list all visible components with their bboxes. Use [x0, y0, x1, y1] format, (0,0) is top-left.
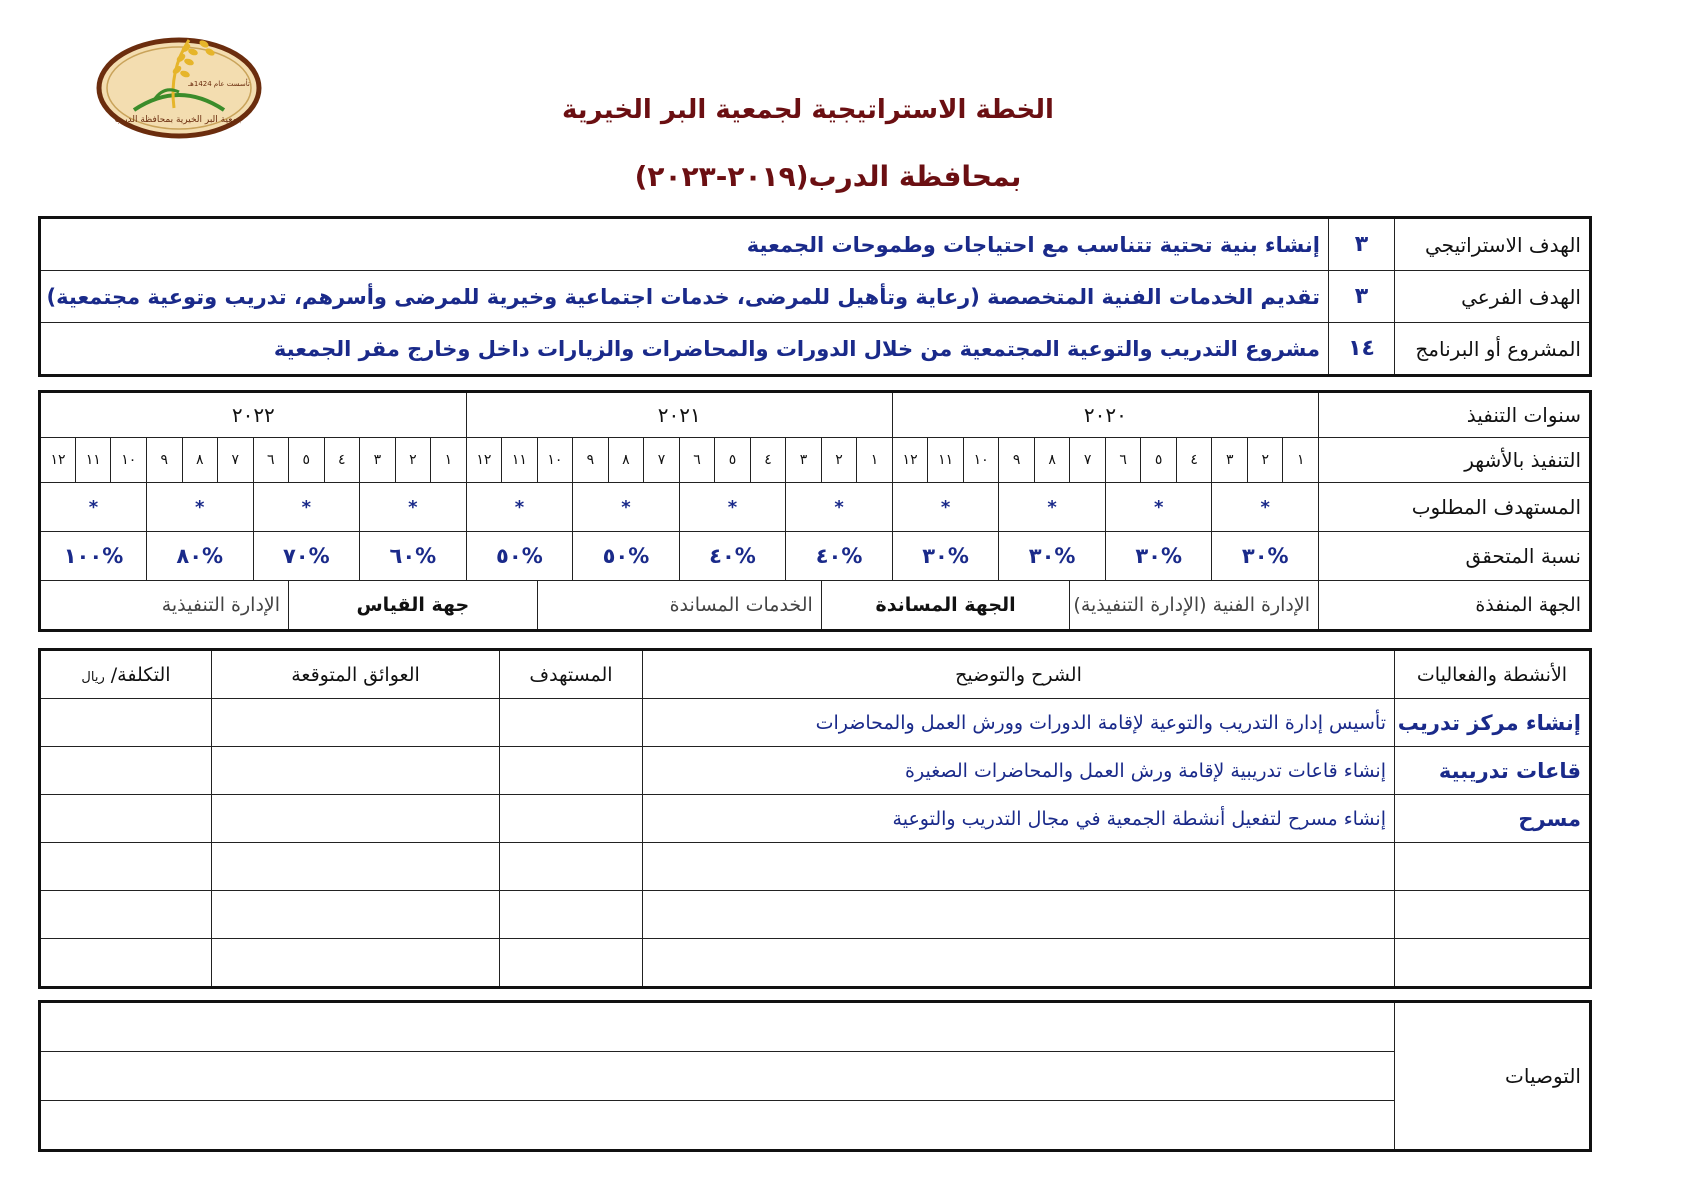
achieved-percent: %٣٠: [1212, 532, 1319, 581]
month-cell: ٣: [1212, 438, 1248, 483]
target-mark: *: [253, 483, 360, 532]
activity-target[interactable]: [500, 939, 643, 988]
month-cell: ٥: [715, 438, 751, 483]
activity-obstacles[interactable]: [212, 795, 500, 843]
achieved-percent: %٤٠: [679, 532, 786, 581]
months-label: التنفيذ بالأشهر: [1319, 438, 1591, 483]
years-row: [40, 392, 1591, 438]
month-cell: ١١: [502, 438, 538, 483]
activity-name: قاعات تدريبية: [1395, 747, 1591, 795]
activity-row: [40, 939, 1591, 988]
target-mark: *: [999, 483, 1106, 532]
recommendation-line[interactable]: [40, 1052, 1395, 1101]
sub-goal-number: ٣: [1329, 271, 1395, 323]
target-mark: *: [1105, 483, 1212, 532]
achieved-percent: %٤٠: [786, 532, 893, 581]
month-cell: ٥: [289, 438, 325, 483]
activity-cost[interactable]: [40, 795, 212, 843]
target-row: [40, 483, 1591, 532]
activity-target[interactable]: [500, 891, 643, 939]
month-cell: ٨: [182, 438, 218, 483]
year-cell: ٢٠٢٠: [892, 392, 1318, 438]
measure-label: جهة القياس: [289, 581, 538, 631]
activity-obstacles[interactable]: [212, 747, 500, 795]
month-cell: ٢: [1247, 438, 1283, 483]
achieved-label: نسبة المتحقق: [1319, 532, 1591, 581]
support-label: الجهة المساندة: [821, 581, 1070, 631]
activities-header-row: [40, 650, 1591, 699]
sub-goal-text: تقديم الخدمات الفنية المتخصصة (رعاية وتأهيل للمرضى، خدمات اجتماعية وخيرية للمرضى وأسرهم، تدريب وتوعية مجتمعية): [40, 271, 1329, 323]
logo-established: تأسست عام 1424هـ: [188, 80, 250, 88]
month-cell: ٤: [1176, 438, 1212, 483]
month-cell: ٩: [999, 438, 1035, 483]
activity-obstacles[interactable]: [212, 843, 500, 891]
month-cell: ١٠: [537, 438, 573, 483]
activity-cost[interactable]: [40, 699, 212, 747]
achieved-percent: %٣٠: [1105, 532, 1212, 581]
year-cell: ٢٠٢١: [466, 392, 892, 438]
month-cell: ٩: [573, 438, 609, 483]
month-cell: ٧: [218, 438, 254, 483]
month-cell: ٢: [395, 438, 431, 483]
target-mark: *: [40, 483, 147, 532]
project-label: المشروع أو البرنامج: [1395, 323, 1591, 376]
year-cell: ٢٠٢٢: [40, 392, 467, 438]
activity-obstacles[interactable]: [212, 699, 500, 747]
month-cell: ١٠: [111, 438, 147, 483]
strategic-goal-label: الهدف الاستراتيجي: [1395, 218, 1591, 271]
activity-target[interactable]: [500, 843, 643, 891]
month-cell: ٧: [644, 438, 680, 483]
month-cell: ١١: [928, 438, 964, 483]
target-header: المستهدف: [500, 650, 643, 699]
description-header: الشرح والتوضيح: [643, 650, 1395, 699]
activity-name: إنشاء مركز تدريب: [1395, 699, 1591, 747]
month-cell: ٦: [1105, 438, 1141, 483]
month-cell: ٥: [1141, 438, 1177, 483]
document-subtitle: بمحافظة الدرب(٢٠١٩-٢٠٢٣): [634, 160, 1022, 193]
months-row: [40, 438, 1591, 483]
recommendations-label: التوصيات: [1395, 1002, 1591, 1151]
activity-target[interactable]: [500, 747, 643, 795]
recommendations-table: [38, 1000, 1592, 1152]
obstacles-header: العوائق المتوقعة: [212, 650, 500, 699]
target-mark: *: [786, 483, 893, 532]
activity-obstacles[interactable]: [212, 939, 500, 988]
activity-row: [40, 843, 1591, 891]
achieved-percent: %١٠٠: [40, 532, 147, 581]
target-mark: *: [679, 483, 786, 532]
month-cell: ١: [431, 438, 467, 483]
activity-description: [643, 843, 1395, 891]
sub-goal-row: [40, 271, 1591, 323]
activity-cost[interactable]: [40, 891, 212, 939]
target-mark: *: [360, 483, 467, 532]
recommendation-line[interactable]: [40, 1002, 1395, 1052]
cost-unit: ريال: [81, 669, 105, 685]
month-cell: ١٠: [963, 438, 999, 483]
achieved-percent: %٣٠: [999, 532, 1106, 581]
strategic-goal-row: [40, 218, 1591, 271]
years-label: سنوات التنفيذ: [1319, 392, 1591, 438]
achieved-percent: %٥٠: [573, 532, 680, 581]
project-number: ١٤: [1329, 323, 1395, 376]
activity-name: [1395, 843, 1591, 891]
target-mark: *: [1212, 483, 1319, 532]
activity-row: [40, 747, 1591, 795]
activity-row: [40, 795, 1591, 843]
project-row: [40, 323, 1591, 376]
month-cell: ١٢: [40, 438, 76, 483]
activity-row: [40, 699, 1591, 747]
document-title: الخطة الاستراتيجية لجمعية البر الخيرية: [562, 95, 1054, 125]
month-cell: ٤: [324, 438, 360, 483]
measure-value: الإدارة التنفيذية: [40, 581, 289, 631]
achieved-percent: %٣٠: [892, 532, 999, 581]
strategic-goal-number: ٣: [1329, 218, 1395, 271]
month-cell: ٦: [253, 438, 289, 483]
goals-table: [38, 216, 1592, 377]
implementer-value: الإدارة الفنية (الإدارة التنفيذية): [1070, 581, 1319, 631]
activity-description: [643, 891, 1395, 939]
cost-header: [40, 650, 212, 699]
activity-name: [1395, 891, 1591, 939]
activity-obstacles[interactable]: [212, 891, 500, 939]
achieved-percent: %٨٠: [146, 532, 253, 581]
month-cell: ٢: [821, 438, 857, 483]
month-cell: ٧: [1070, 438, 1106, 483]
cost-header-label: التكلفة/: [110, 663, 171, 686]
activity-target[interactable]: [500, 699, 643, 747]
month-cell: ٣: [360, 438, 396, 483]
activity-description: إنشاء قاعات تدريبية لإقامة ورش العمل والمحاضرات الصغيرة: [643, 747, 1395, 795]
target-mark: *: [146, 483, 253, 532]
logo-text: جمعية البر الخيرية بمحافظة الدرب: [114, 115, 244, 125]
month-cell: ١٢: [892, 438, 928, 483]
implementer-label: الجهة المنفذة: [1319, 581, 1591, 631]
sub-goal-label: الهدف الفرعي: [1395, 271, 1591, 323]
strategic-goal-text: إنشاء بنية تحتية تتناسب مع احتياجات وطموحات الجمعية: [40, 218, 1329, 271]
recommendation-line[interactable]: [40, 1101, 1395, 1151]
month-cell: ٦: [679, 438, 715, 483]
activity-cost[interactable]: [40, 939, 212, 988]
project-text: مشروع التدريب والتوعية المجتمعية من خلال الدورات والمحاضرات والزيارات داخل وخارج مقر الجمعية: [40, 323, 1329, 376]
support-value: الخدمات المساندة: [537, 581, 821, 631]
achieved-row: [40, 532, 1591, 581]
schedule-table: [38, 390, 1592, 632]
month-cell: ١١: [75, 438, 111, 483]
month-cell: ١: [1283, 438, 1319, 483]
activity-name: [1395, 939, 1591, 988]
month-cell: ٤: [750, 438, 786, 483]
activity-description: إنشاء مسرح لتفعيل أنشطة الجمعية في مجال التدريب والتوعية: [643, 795, 1395, 843]
activity-description: [643, 939, 1395, 988]
month-cell: ٣: [786, 438, 822, 483]
implementer-row: [40, 581, 1591, 631]
achieved-percent: %٦٠: [360, 532, 467, 581]
month-cell: ٨: [1034, 438, 1070, 483]
activity-cost[interactable]: [40, 747, 212, 795]
month-cell: ٩: [146, 438, 182, 483]
activity-description: تأسيس إدارة التدريب والتوعية لإقامة الدورات وورش العمل والمحاضرات: [643, 699, 1395, 747]
organization-logo: [94, 30, 264, 140]
activities-header: الأنشطة والفعاليات: [1395, 650, 1591, 699]
month-cell: ٨: [608, 438, 644, 483]
target-label: المستهدف المطلوب: [1319, 483, 1591, 532]
achieved-percent: %٥٠: [466, 532, 573, 581]
activity-target[interactable]: [500, 795, 643, 843]
target-mark: *: [466, 483, 573, 532]
month-cell: ١٢: [466, 438, 502, 483]
activities-table: [38, 648, 1592, 989]
activity-cost[interactable]: [40, 843, 212, 891]
achieved-percent: %٧٠: [253, 532, 360, 581]
month-cell: ١: [857, 438, 893, 483]
target-mark: *: [892, 483, 999, 532]
activity-row: [40, 891, 1591, 939]
activity-name: مسرح: [1395, 795, 1591, 843]
target-mark: *: [573, 483, 680, 532]
